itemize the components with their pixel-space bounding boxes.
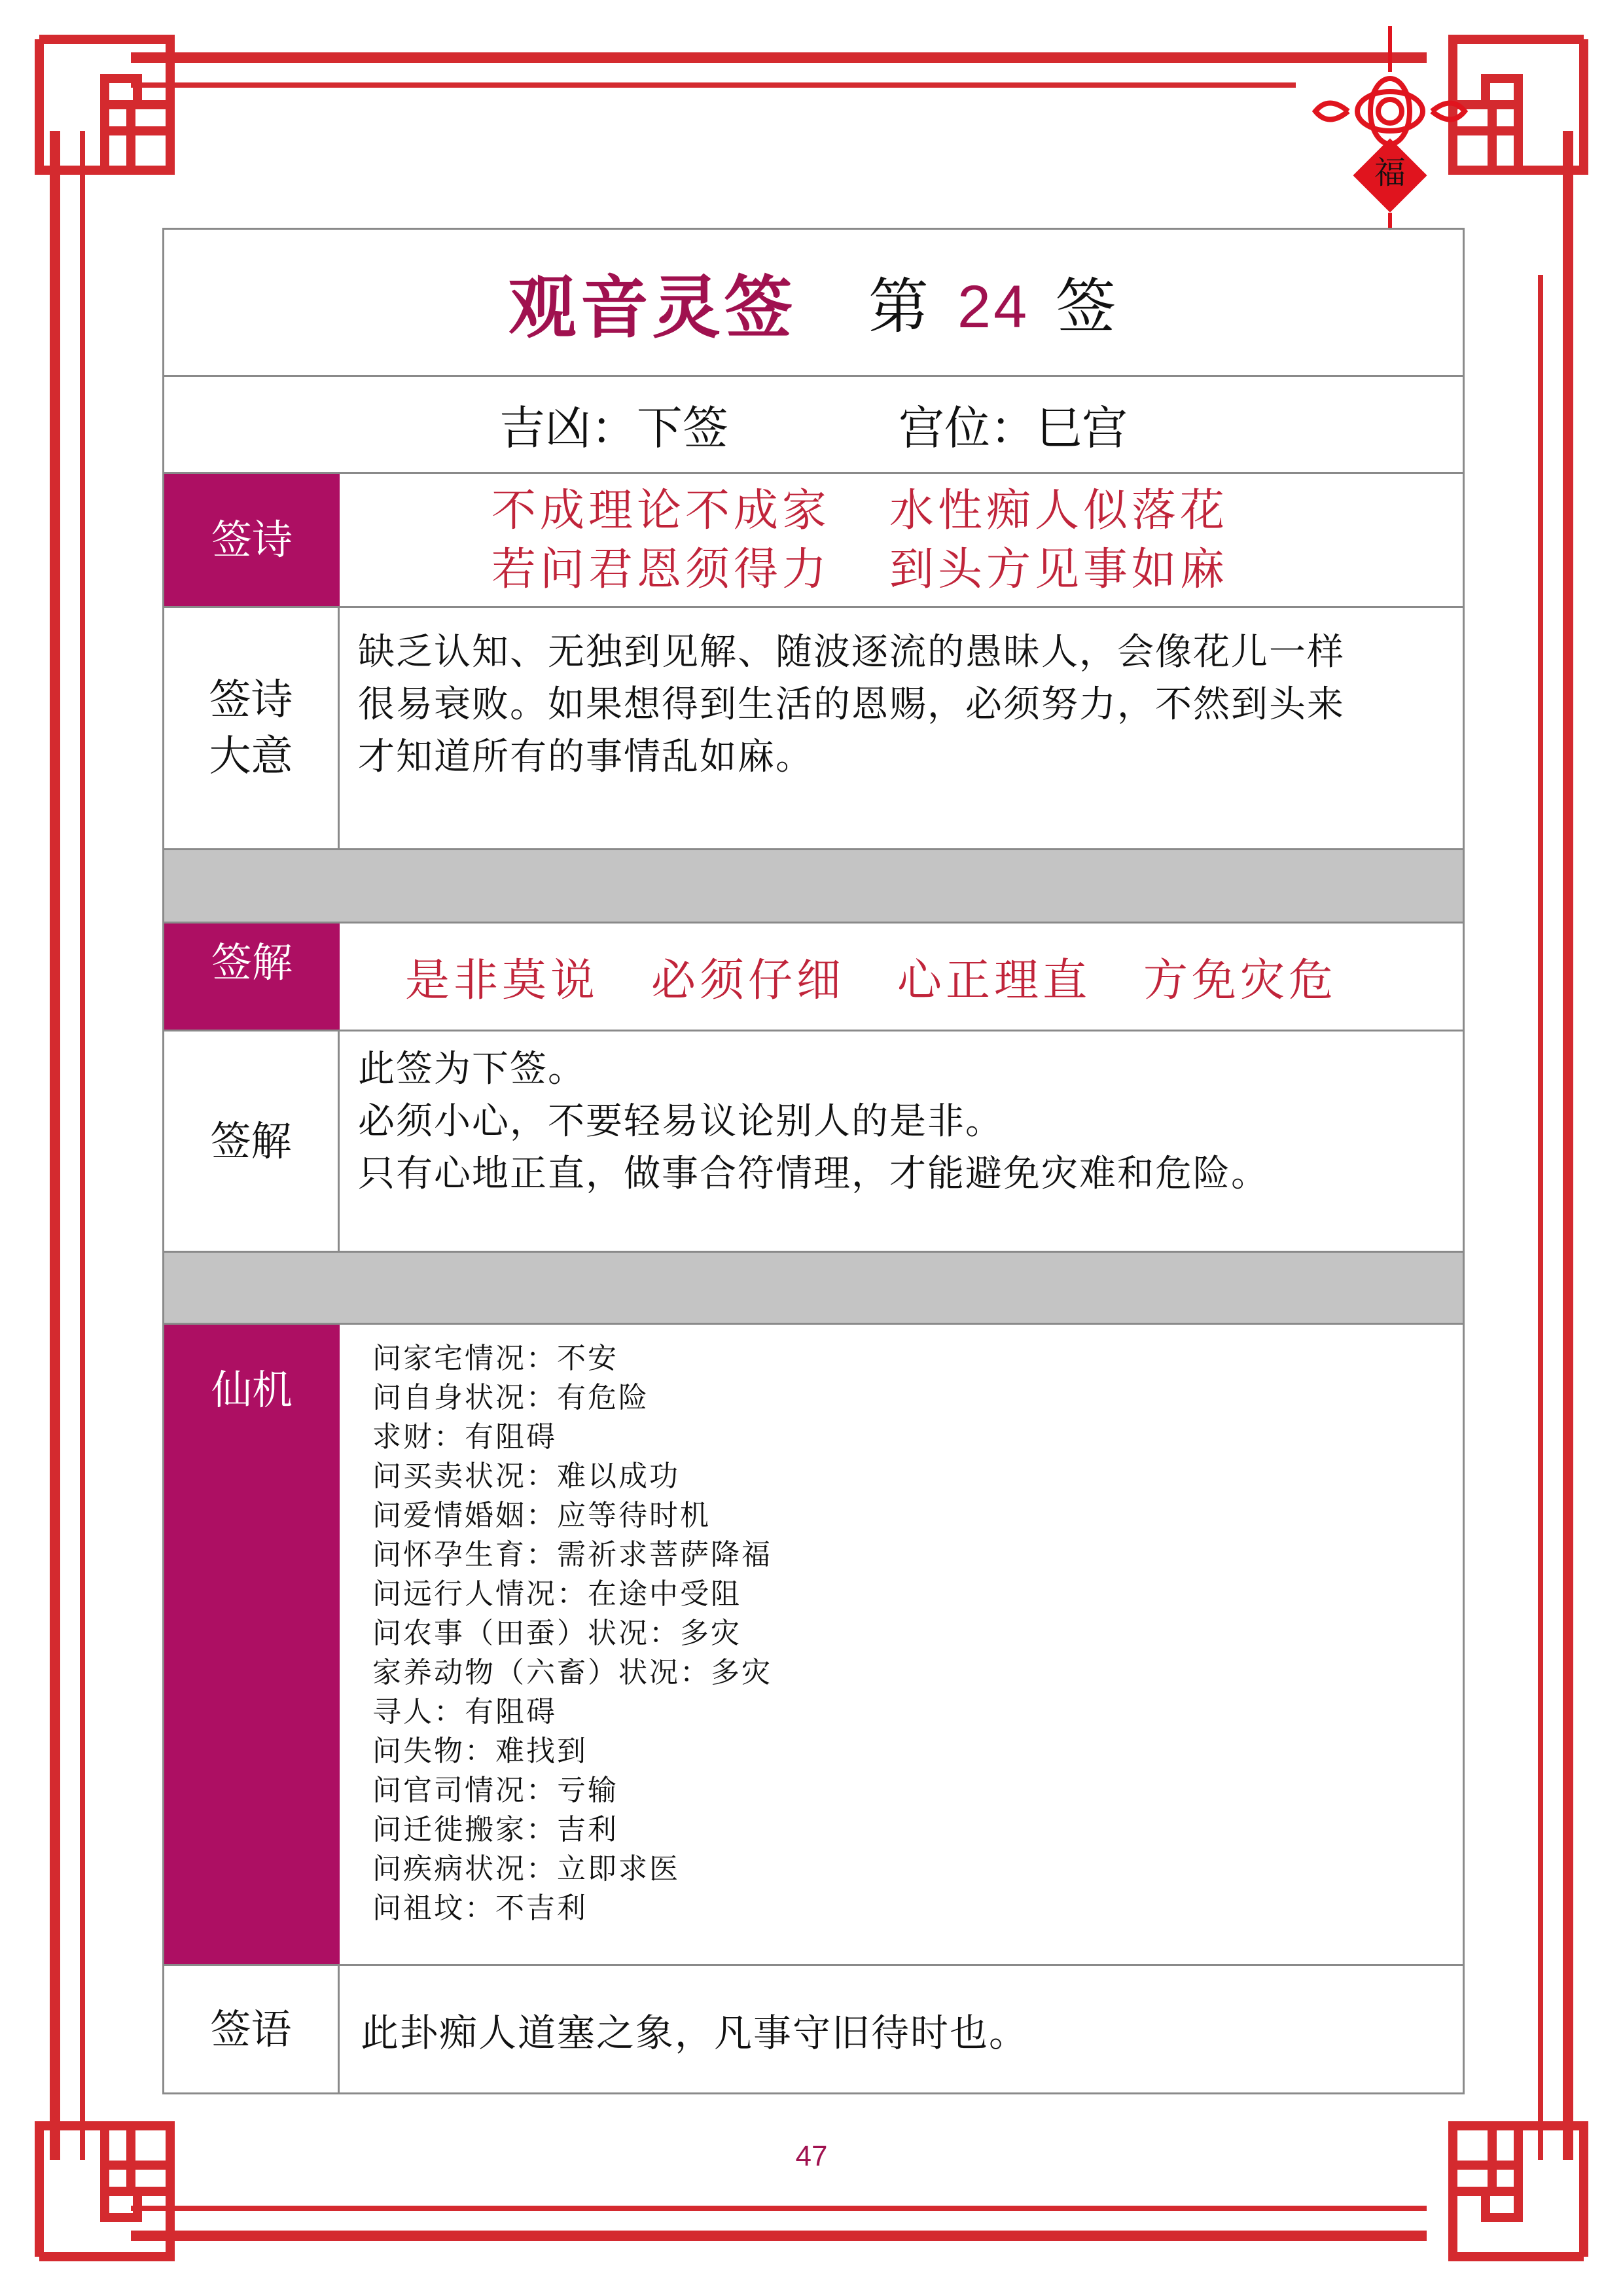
list-item: 问家宅情况：不安	[372, 1342, 618, 1375]
explain-poem-text: 是非莫说 必须仔细 心正理直 方免灾危	[405, 954, 1338, 1007]
info-row	[164, 375, 1463, 472]
poem-meaning-label: 签诗大意	[209, 675, 293, 781]
list-item: 问自身状况：有危险	[372, 1381, 649, 1414]
poem-line1a: 不成理论不成家	[491, 485, 831, 537]
list-item: 问失物：难找到	[372, 1734, 588, 1768]
fu-character: 福	[1374, 154, 1406, 191]
palace-text: 宫位：巳宫	[899, 401, 1128, 455]
title-row	[164, 230, 1463, 374]
explain-row	[164, 1030, 1463, 1251]
poem-line2a: 若问君恩须得力	[491, 544, 831, 596]
page-number: 47	[795, 2140, 828, 2172]
page-title: 观音灵签	[508, 267, 796, 348]
xianji-label: 仙机	[164, 1325, 340, 1964]
final-label: 签语	[164, 1966, 340, 2092]
list-item: 问怀孕生育：需祈求菩萨降福	[372, 1538, 772, 1571]
list-item: 家养动物（六畜）状况：多灾	[372, 1656, 772, 1689]
poem-line1b: 水性痴人似落花	[889, 485, 1229, 537]
lot-prefix: 第	[868, 272, 931, 342]
lot-suffix: 签	[1056, 272, 1119, 342]
xianji-row	[164, 1323, 1463, 1964]
explain-poem-label: 签解	[164, 924, 340, 1030]
list-item: 问迁徙搬家：吉利	[372, 1813, 618, 1846]
lot-number-value: 24	[957, 274, 1030, 340]
explain-poem-row	[164, 922, 1463, 1030]
lot-number	[868, 259, 1118, 345]
list-item: 问祖坟：不吉利	[372, 1892, 588, 1925]
poem-row	[164, 472, 1463, 606]
final-text: 此卦痴人道塞之象，凡事守旧待时也。	[361, 2010, 1029, 2055]
list-item: 问农事（田蚕）状况：多灾	[372, 1617, 741, 1650]
poem-line2b: 到头方见事如麻	[889, 544, 1229, 596]
list-item: 问疾病状况：立即求医	[372, 1852, 680, 1886]
list-item: 问爱情婚姻：应等待时机	[372, 1499, 711, 1532]
poem-meaning-row	[164, 606, 1463, 848]
explain-label: 签解	[164, 1031, 340, 1251]
xianji-list	[340, 1325, 1463, 1964]
list-item: 求财：有阻碍	[372, 1420, 557, 1454]
list-item: 问远行人情况：在途中受阻	[372, 1577, 741, 1611]
list-item: 问买卖状况：难以成功	[372, 1460, 680, 1493]
list-item: 寻人：有阻碍	[372, 1695, 557, 1729]
luck-text: 吉凶：下签	[499, 401, 728, 455]
separator-bar	[164, 1251, 1463, 1323]
list-item: 问官司情况：亏输	[372, 1774, 618, 1807]
poem-meaning-text: 缺乏认知、无独到见解、随波逐流的愚昧人，会像花儿一样 很易衰败。如果想得到生活的恩赐，必须努力，不然到头来 才知道所有的事情乱如麻。	[358, 631, 1345, 778]
explain-text: 此签为下签。 必须小心，不要轻易议论别人的是非。 只有心地正直，做事合符情理，才能避免灾难和危险。	[358, 1048, 1269, 1195]
final-row	[164, 1964, 1463, 2092]
poem-text	[340, 474, 1463, 600]
fortune-card	[162, 228, 1465, 2094]
poem-label: 签诗	[164, 474, 340, 606]
separator-bar	[164, 848, 1463, 922]
